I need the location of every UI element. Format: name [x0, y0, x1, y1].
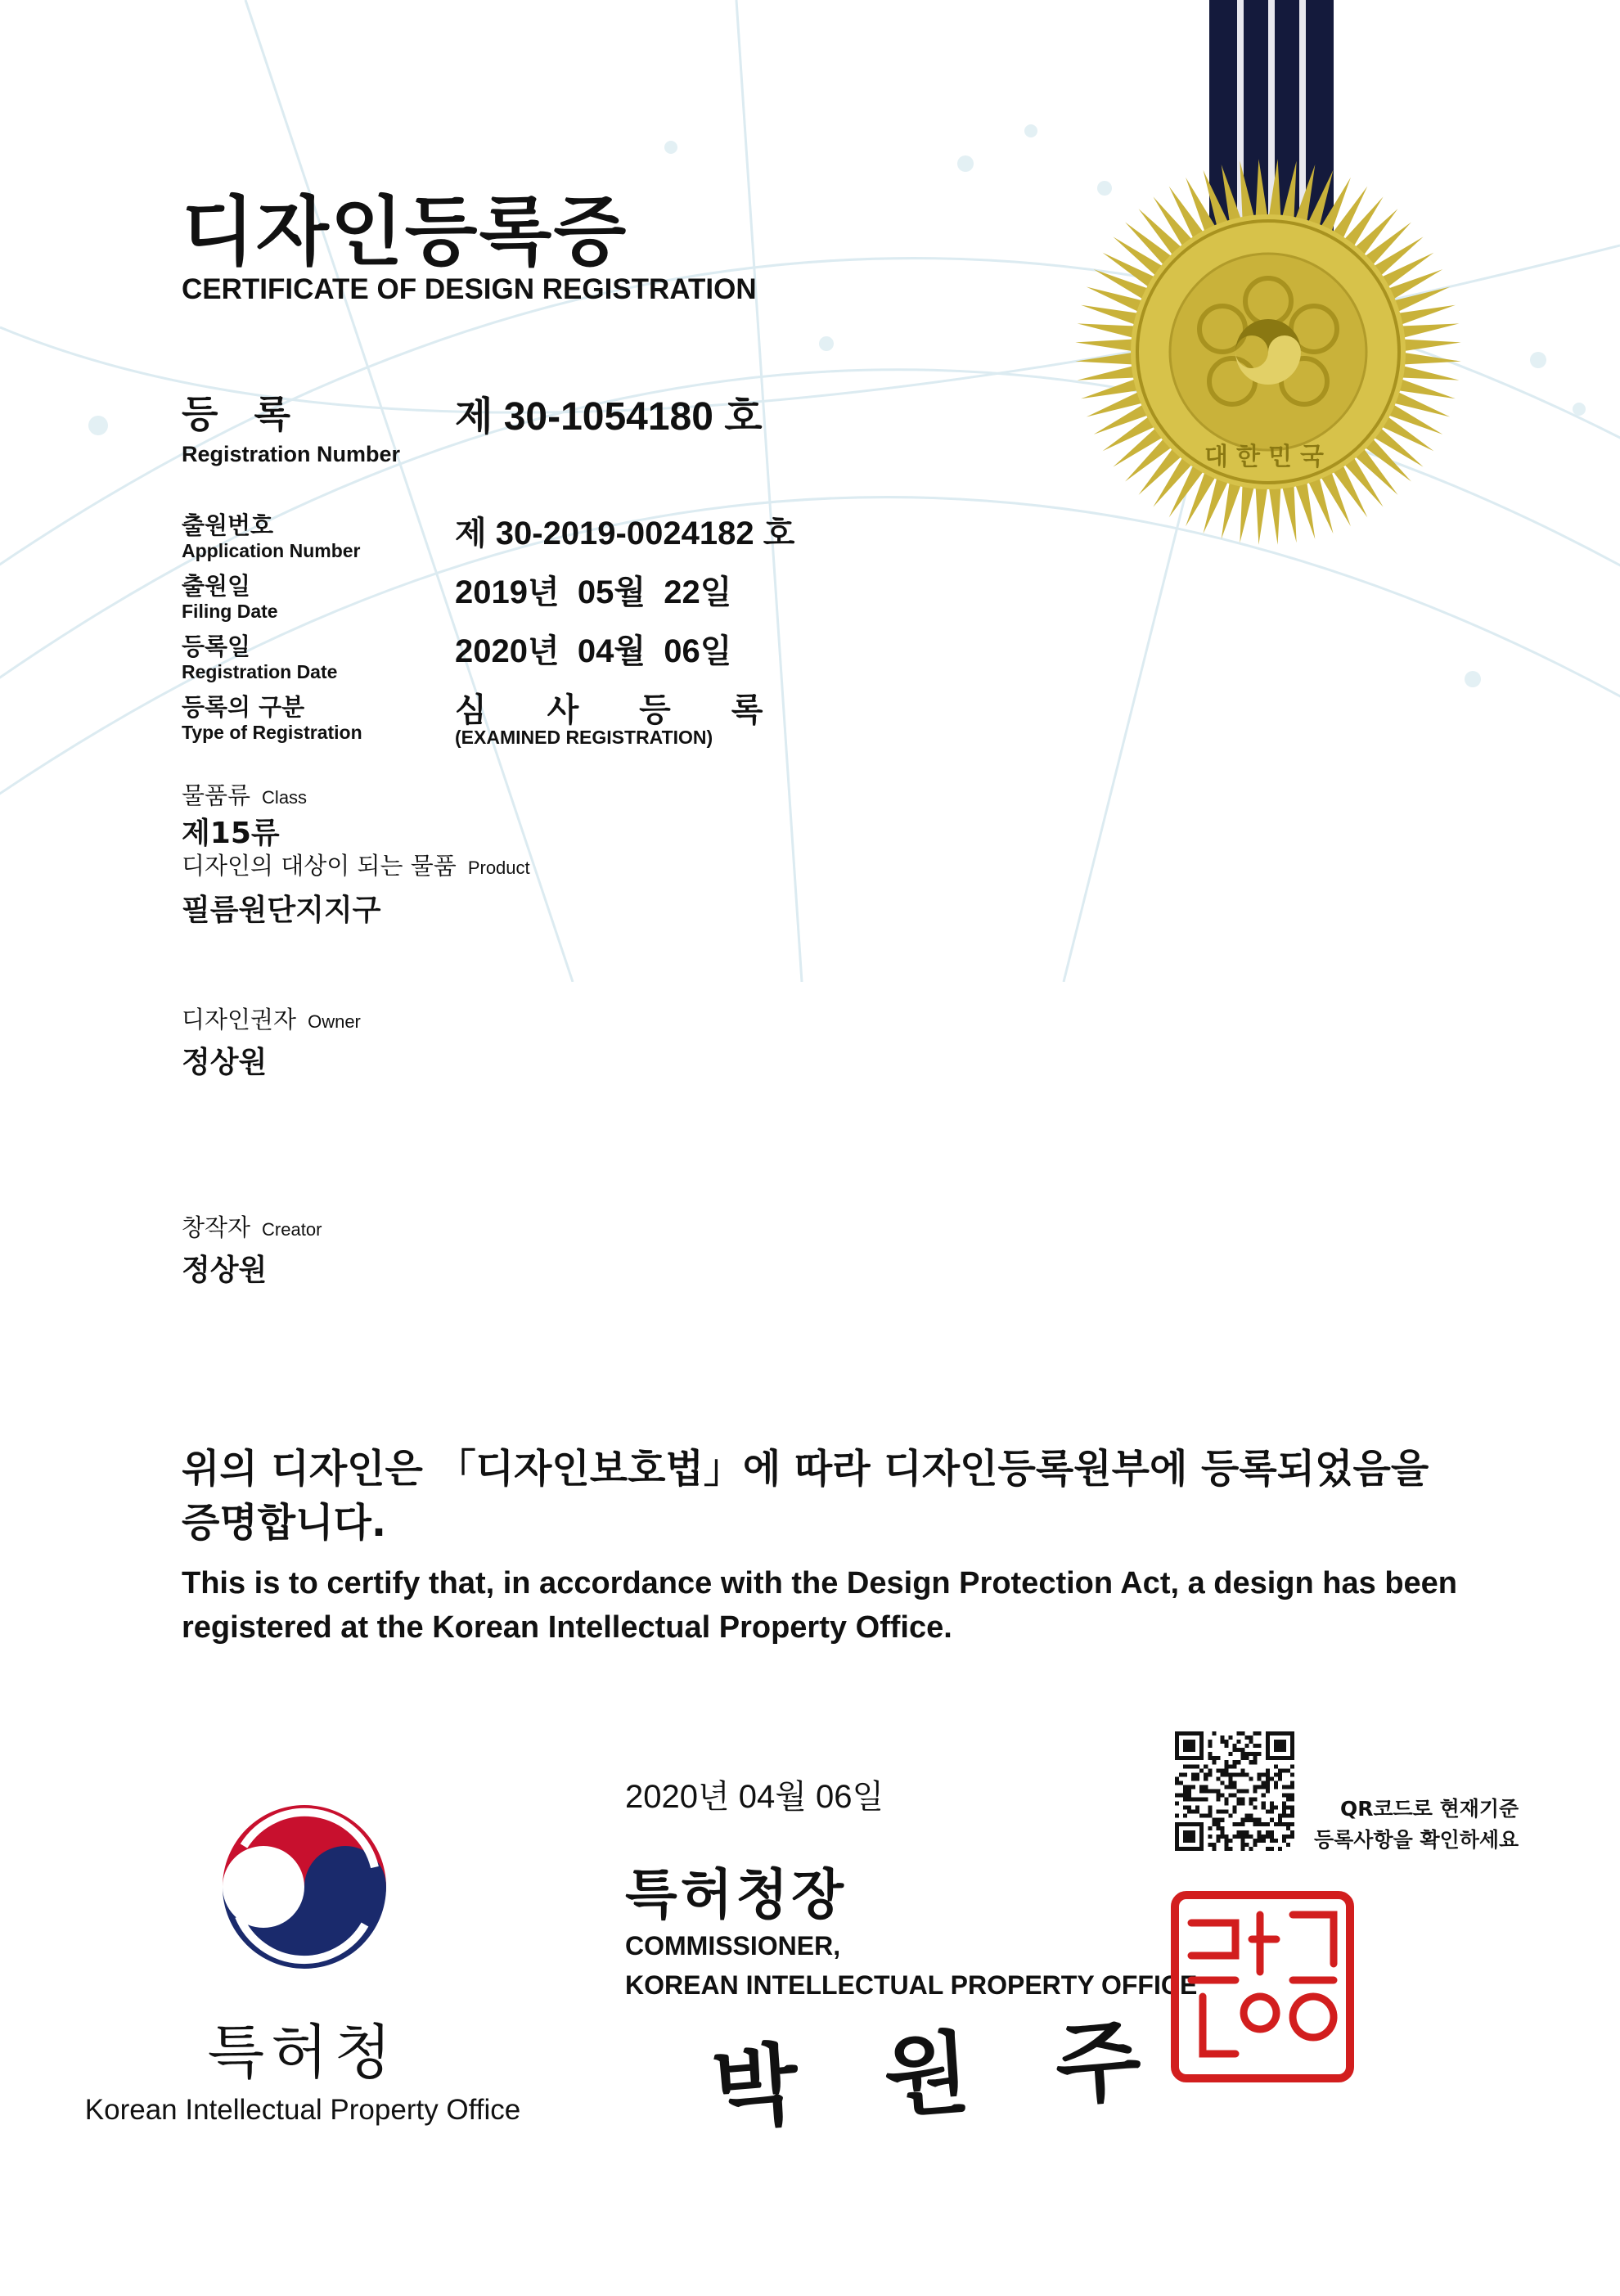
class-value: 제15류	[182, 817, 280, 850]
registration-date-label-ko: 등록일	[182, 633, 251, 660]
creator-label-ko: 창작자	[182, 1213, 251, 1241]
qr-code-icon[interactable]	[1175, 1731, 1294, 1851]
class-label-en: Class	[262, 787, 308, 808]
product-label-en: Product	[467, 858, 530, 878]
document-subtitle: CERTIFICATE OF DESIGN REGISTRATION	[182, 273, 757, 305]
red-stamp-icon	[1170, 1890, 1355, 2083]
commissioner-title-ko: 특허청장	[625, 1863, 848, 1926]
certification-text-en: This is to certify that, in accordance with the Design Protection Act, a design has been registered at the Korean Intellectual Property Office.	[182, 1566, 1458, 1645]
product-label-ko: 디자인의 대상이 되는 물품	[182, 852, 457, 880]
qr-note-line-1: QR코드로 현재기준	[1339, 1797, 1519, 1821]
commissioner-signature: 박 원 주	[709, 2006, 1172, 2142]
registration-date-label-en: Registration Date	[182, 661, 338, 682]
owner-label-ko: 디자인권자	[182, 1006, 297, 1033]
creator-label-en: Creator	[262, 1219, 322, 1240]
registration-date-value: 2020년 04월 06일	[455, 633, 732, 669]
office-name-ko: 특허청	[207, 2018, 398, 2087]
seal-text: 대한민국	[1204, 443, 1332, 471]
application-number-label-ko: 출원번호	[182, 511, 274, 539]
certification-text-ko: 위의 디자인은 「디자인보호법」에 따라 디자인등록원부에 등록되었음을 증명합니다.	[182, 1446, 1429, 1546]
office-name-en: Korean Intellectual Property Office	[84, 2094, 521, 2126]
commissioner-line-2: KOREAN INTELLECTUAL PROPERTY OFFICE	[625, 1970, 1198, 2000]
creator-value: 정상원	[182, 1254, 268, 1287]
filing-date-label-en: Filing Date	[182, 601, 278, 622]
document-title: 디자인등록증	[182, 188, 628, 276]
issue-date: 2020년 04월 06일	[625, 1779, 884, 1815]
product-label	[182, 848, 530, 881]
registration-label-en: Registration Number	[182, 442, 401, 466]
application-number-value: 제 30-2019-0024182 호	[455, 515, 795, 551]
class-label	[182, 777, 307, 811]
owner-label-en: Owner	[308, 1011, 361, 1032]
class-label-ko: 물품류	[182, 781, 251, 809]
taegeuk-emblem-icon	[211, 1794, 398, 1980]
registration-number: 제 30-1054180 호	[455, 395, 763, 439]
registration-type-value: 심 사 등 록	[455, 691, 788, 729]
creator-label	[182, 1209, 322, 1243]
registration-label-ko: 등 록	[182, 392, 302, 436]
registration-type-note: (EXAMINED REGISTRATION)	[455, 727, 713, 748]
filing-date-label-ko: 출원일	[182, 572, 251, 600]
application-number-label-en: Application Number	[182, 540, 361, 561]
owner-label	[182, 1002, 361, 1035]
product-value: 필름원단지지구	[182, 894, 381, 927]
qr-note-line-2: 등록사항을 확인하세요	[1314, 1828, 1519, 1852]
filing-date-value: 2019년 05월 22일	[455, 574, 732, 610]
registration-type-label-ko: 등록의 구분	[182, 693, 305, 721]
owner-value: 정상원	[182, 1046, 268, 1079]
commissioner-line-1: COMMISSIONER,	[625, 1931, 841, 1961]
qr-note	[1314, 1794, 1519, 1856]
registration-type-label-en: Type of Registration	[182, 722, 362, 743]
gold-seal-icon	[1072, 155, 1465, 548]
